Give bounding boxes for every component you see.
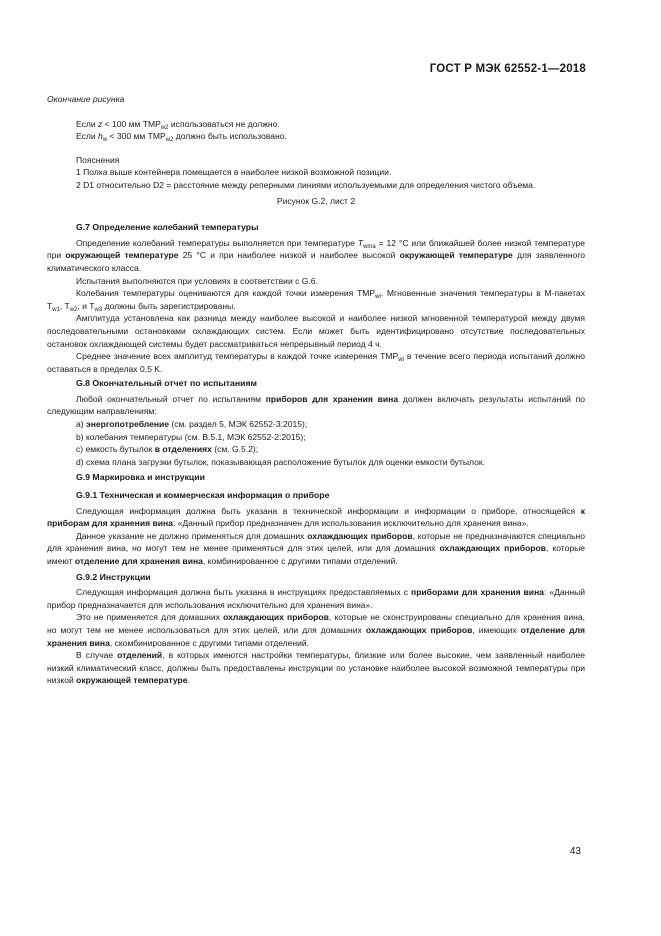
g91-paragraph-2: Данное указание не должно применяться для домашних охлаждающих приборов, которые не предназначаются специально для хранения вина, но могут тем не менее применяться для этих целей, или для домашних охлаждающих приборов, которые имеют отделение для хранения вина, комбинированное с другими типами отделений. <box>47 530 585 566</box>
notes-title: Пояснения <box>76 154 120 165</box>
g92-paragraph-1: Следующая информация должна быть указана в инструкциях предоставляемых с приборами для хранения вина: «Данный прибор предназначается для использования исключительно для хранения вина». <box>47 587 585 610</box>
g91-paragraph-1: Следующая информация должна быть указана в технической информации и информации о приборе, относящейся к приборам для хранения вина: «Данный прибор предназначен для использования исключительно для хранения вина». <box>47 505 585 529</box>
note-2: 2 D1 относительно D2 = расстояние между реперными линиями используемыми для определения чистого объема. <box>76 179 536 190</box>
section-g9-title: G.9 Маркировка и инструкции <box>76 472 205 483</box>
g7-paragraph-1: Определение колебаний температуры выполняется при температуре $T_{wma} = 12$ °C или ближайшей более низкой температуре при окружающей температуре 25 °C и при наиболее низкой и наиболее высокой окружающей температуре для заявленного климатического класса. <box>47 237 586 273</box>
figure-condition-1: Если z < 100 мм $TMP_{w2}$ использоваться не должно. <box>76 118 280 131</box>
section-g92-title: G.9.2 Инструкции <box>76 571 151 582</box>
document-header: ГОСТ Р МЭК 62552-1—2018 <box>429 63 586 75</box>
figure-label: Рисунок G.2, лист 2 <box>276 195 356 206</box>
page-content <box>47 93 585 687</box>
note-1: 1 Полка выше контейнера помещается в наиболее низкой возможной позиции. <box>76 167 392 178</box>
section-g91-title: G.9.1 Техническая и коммерческая информация о приборе <box>76 490 330 501</box>
g92-paragraph-2: Это не применяется для домашних охлаждающих приборов, которые не сконструированы специально для хранения вина, но могут тем не менее использоваться для этих целей, или для домашних охлаждающих приборов, имеющих отделение для хранения вина, скомбинированное с другими типами отделений. <box>47 612 585 648</box>
g8-list-item-b: b) колебания температуры (см. В.5.1, МЭК 62552-2:2015); <box>76 431 306 442</box>
g92-paragraph-3: В случае отделений, в которых имеются настройки температуры, близкие или более высокие, чем заявленный наиболее низкий климатический класс, должны быть предоставлены инструкции по установке наиболее высокой возможной температуры при низкой окружающей температуре. <box>47 650 585 686</box>
section-g8-title: G.8 Окончательный отчет по испытаниям <box>76 378 257 389</box>
figure-continuation-caption: Окончание рисунка <box>47 94 125 104</box>
g8-intro: Любой окончательный отчет по испытаниям приборов для хранения вина должен включать результаты испытаний по следующим направлениям: <box>47 393 585 417</box>
page-number: 43 <box>569 846 581 857</box>
g7-paragraph-5: Среднее значение всех амплитуд температуры в каждой точке измерения $TMP_{wi}$ в течение всего периода испытаний должно оставаться в пределах 0,5 K. <box>47 351 585 374</box>
g7-paragraph-2: Испытания выполняются при условиях в соответствии с G.6. <box>76 275 318 286</box>
figure-condition-2: Если $h_w < 300$ мм $TMP_{w2}$ должно быть использовано. <box>76 131 287 144</box>
g8-list-item-c: c) емкость бутылок в отделениях (см. G.5.2); <box>76 444 259 455</box>
g8-list-item-a: a) энергопотребление (см. раздел 5, МЭК 62552-3:2015); <box>76 419 308 430</box>
g7-paragraph-4: Амплитуда установлена как разница между наиболее высокой и наиболее низкой мгновенной температурой между двумя последовательными остановками охлаждающих систем. Если может быть идентифицировано отсутствие последовательных остановок охлаждающей системы будет рассматриваться непрерывный период 4 ч. <box>47 313 585 349</box>
section-g7-title: G.7 Определение колебаний температуры <box>76 222 259 233</box>
g7-paragraph-3: Колебания температуры оцениваются для каждой точки измерения $TMP_{wi}$. Мгновенные значения температуры в М-пакетах $T_{w1}$, $T_{w2}$, и $T_{w3}$ должны быть зарегистрированы. <box>47 288 585 313</box>
g8-list-item-d: d) схема плана загрузки бутылок, показывающая расположение бутылок для оценки емкости бутылок. <box>76 456 485 467</box>
